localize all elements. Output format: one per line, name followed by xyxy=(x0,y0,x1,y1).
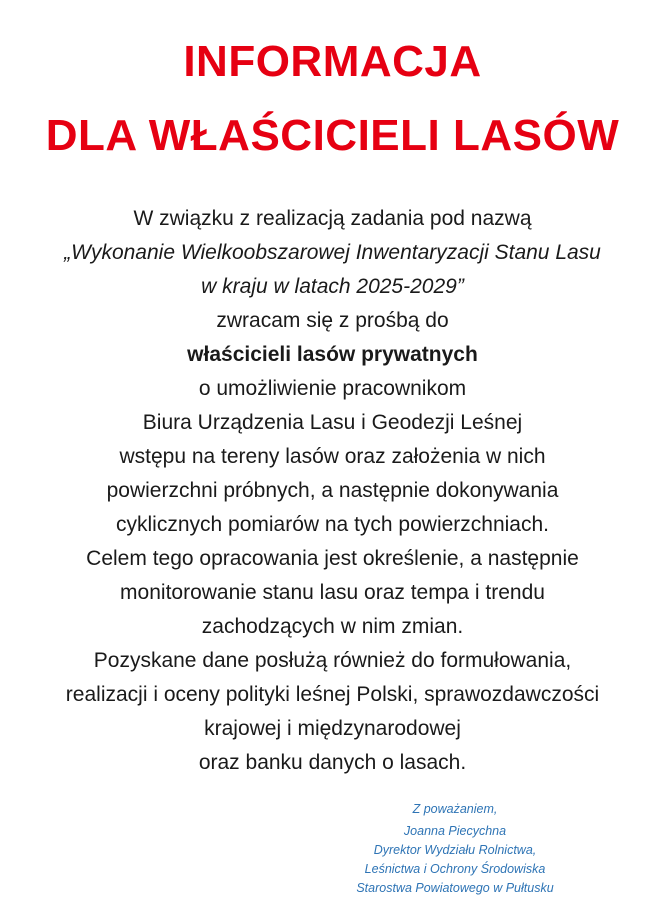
body-line: monitorowanie stanu lasu oraz tempa i trendu xyxy=(120,581,545,604)
signature-block xyxy=(330,800,580,898)
page-title-line-1: INFORMACJA xyxy=(183,37,482,86)
body-line: Pozyskane dane posłużą również do formułowania, xyxy=(93,649,572,672)
body-line: Celem tego opracowania jest określenie, a następnie xyxy=(86,547,579,570)
page-title-line-2: DLA WŁAŚCICIELI LASÓW xyxy=(45,111,620,160)
task-name-line: „Wykonanie Wielkoobszarowej Inwentaryzacji Stanu Lasu xyxy=(64,241,601,264)
body-line: wstępu na tereny lasów oraz założenia w nich xyxy=(119,445,546,468)
body-line: krajowej i międzynarodowej xyxy=(204,717,461,740)
body-line: zachodzących w nim zmian. xyxy=(201,615,464,638)
body-line: realizacji i oceny polityki leśnej Polski, sprawozdawczości xyxy=(65,683,600,706)
body-line: W związku z realizacją zadania pod nazwą xyxy=(133,207,532,230)
signature-position: Leśnictwa i Ochrony Środowiska xyxy=(364,862,546,876)
addressee-line: właścicieli lasów prywatnych xyxy=(187,343,478,366)
signature-name: Joanna Piecychna xyxy=(403,824,507,838)
task-name-line: w kraju w latach 2025-2029” xyxy=(201,275,464,298)
signature-position: Dyrektor Wydziału Rolnictwa, xyxy=(373,843,537,857)
body-line: zwracam się z prośbą do xyxy=(216,309,449,332)
body-line: cyklicznych pomiarów na tych powierzchniach. xyxy=(115,513,549,536)
signature-greeting: Z poważaniem, xyxy=(412,802,498,816)
notice-body xyxy=(0,202,665,780)
body-line: o umożliwienie pracownikom xyxy=(198,377,467,400)
body-line: powierzchni próbnych, a następnie dokonywania xyxy=(106,479,559,502)
body-line: oraz banku danych o lasach. xyxy=(198,751,467,774)
signature-position: Starostwa Powiatowego w Pułtusku xyxy=(356,881,554,895)
body-line: Biura Urządzenia Lasu i Geodezji Leśnej xyxy=(142,411,523,434)
